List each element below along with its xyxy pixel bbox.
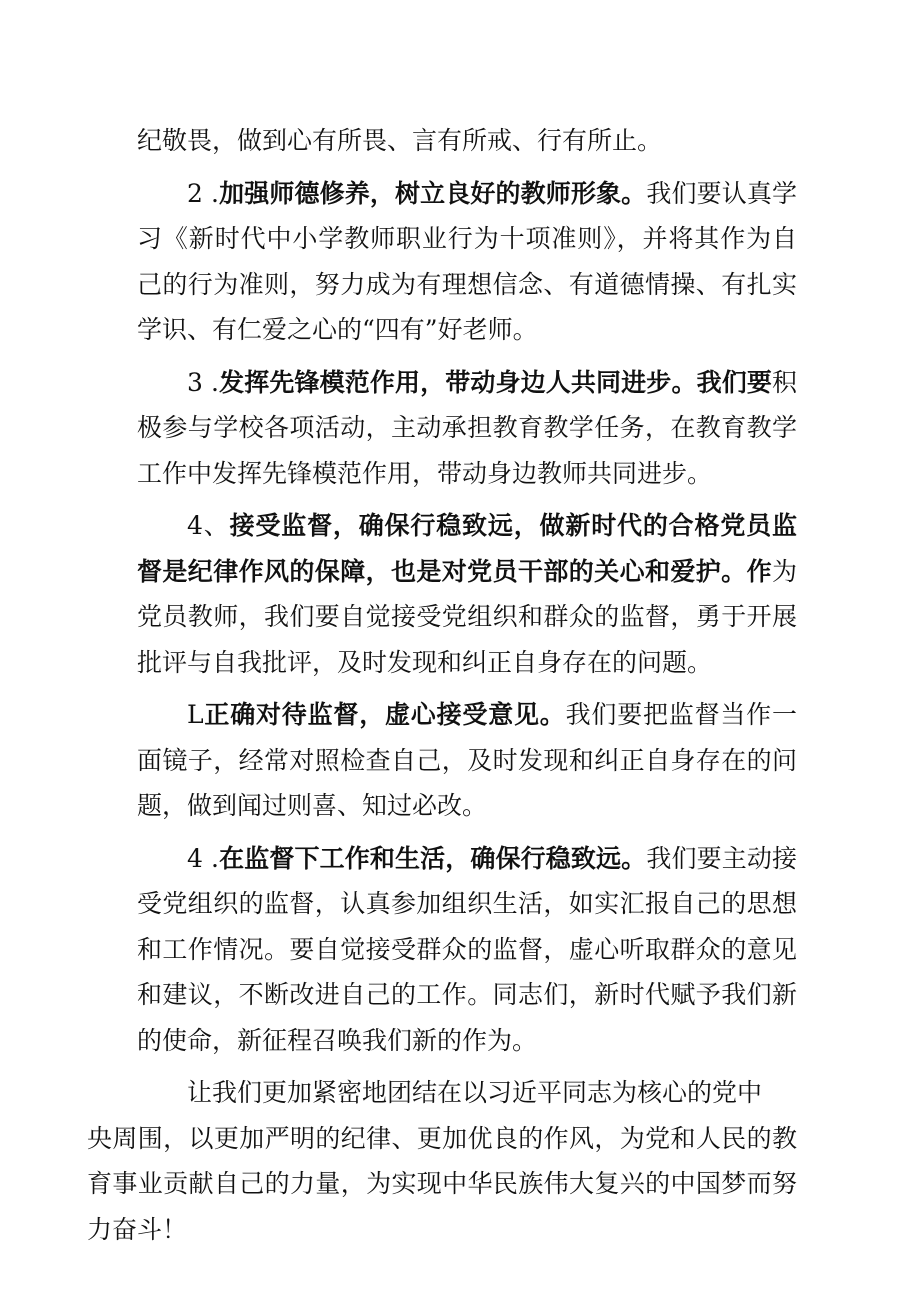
paragraph-heading: 接受监督，确保行稳致远，做新时代的合格党员监督是纪律作风的保障，也是对党员干部的关心和爱护。作 xyxy=(137,511,797,586)
closing-rest: 央周围，以更加严明的纪律、更加优良的作风，为党和人民的教育事业贡献自己的力量，为实现中华民族伟大复兴的中国梦而努力奋斗！ xyxy=(87,1123,797,1244)
paragraph-3-vanguard-role xyxy=(137,360,797,497)
paragraph-number: L xyxy=(187,700,204,729)
paragraph-4-work-under-supervision xyxy=(137,836,797,1064)
closing-paragraph xyxy=(87,1070,797,1252)
paragraph-text: 为党员教师，我们要自觉接受党组织和群众的监督，勇于开展批评与自我批评，及时发现和纠正自身存在的问题。 xyxy=(137,556,797,677)
paragraph-heading: 发挥先锋模范作用，带动身边人共同进步。我们要 xyxy=(218,367,772,397)
paragraph-number: 4 . xyxy=(187,843,219,873)
paragraph-l-treat-supervision xyxy=(137,692,797,829)
paragraph-text: 我们要主动接受党组织的监督，认真参加组织生活，如实汇报自己的思想和工作情况。要自觉接受群众的监督，虚心听取群众的意见和建议，不断改进自己的工作。同志们，新时代赋予我们新的使命，新征程召唤我们新的作为。 xyxy=(137,843,797,1055)
paragraph-heading: 加强师德修养，树立良好的教师形象。 xyxy=(218,178,647,208)
document-body xyxy=(87,118,797,1259)
paragraph-number: 4、 xyxy=(187,511,230,540)
paragraph-text: 我们要认真学习《新时代中小学教师职业行为十项准则》，并将其作为自己的行为准则，努力成为有理想信念、有道德情操、有扎实学识、有仁爱之心的“四有”好老师。 xyxy=(137,178,797,344)
paragraph-number: 3 . xyxy=(187,367,219,397)
paragraph-heading: 正确对待监督，虚心接受意见。 xyxy=(203,700,566,729)
paragraph-text: 我们要把监督当作一面镜子，经常对照检查自己，及时发现和纠正自身存在的问题，做到闻过则喜、知过必改。 xyxy=(137,700,797,820)
paragraph-text: 积极参与学校各项活动，主动承担教育教学任务，在教育教学工作中发挥先锋模范作用，带动身边教师共同进步。 xyxy=(137,367,797,488)
paragraph-number: 2 . xyxy=(187,178,219,208)
paragraph-4-accept-supervision xyxy=(137,503,797,685)
paragraph-text: 纪敬畏，做到心有所畏、言有所戒、行有所止。 xyxy=(137,126,663,155)
paragraph-continuation xyxy=(137,118,797,164)
paragraph-2-teacher-ethics xyxy=(137,171,797,353)
closing-first-line: 让我们更加紧密地团结在以习近平同志为核心的党中 xyxy=(187,1078,763,1107)
paragraph-heading: 在监督下工作和生活，确保行稳致远。 xyxy=(218,843,647,873)
